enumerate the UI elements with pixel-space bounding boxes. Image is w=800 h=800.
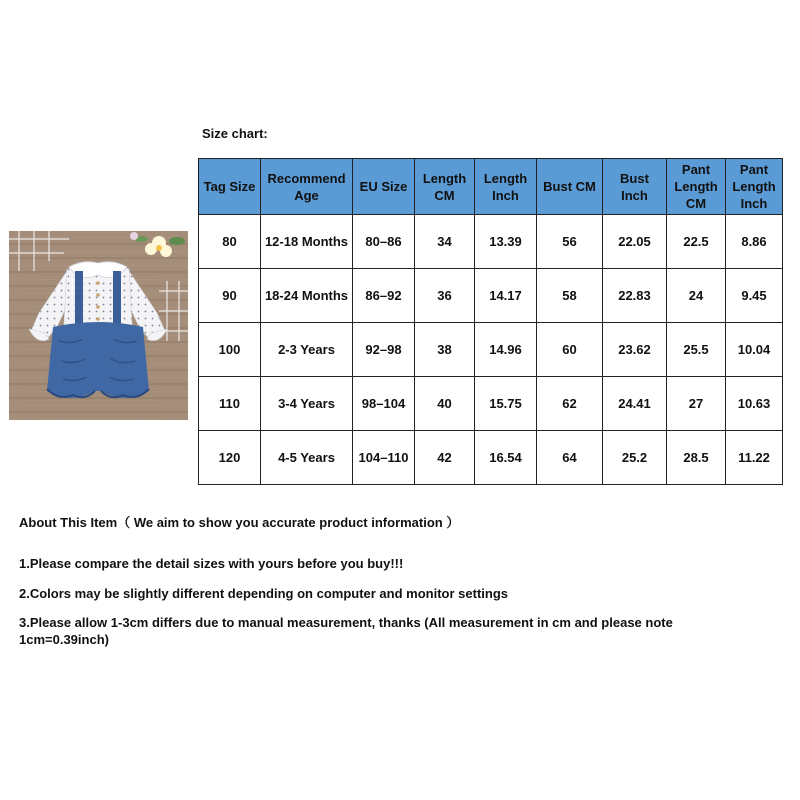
table-cell: 62 [537,377,603,431]
table-cell: 24.41 [603,377,667,431]
table-cell: 14.17 [475,269,537,323]
note-measurement: 3.Please allow 1-3cm differs due to manual measurement, thanks (All measurement in cm and please note 1cm=0.39inch) [19,615,673,647]
table-cell: 110 [199,377,261,431]
header-cell: Bust Inch [603,159,667,215]
note-colors: 2.Colors may be slightly different depending on computer and monitor settings [19,586,508,601]
table-cell: 25.5 [667,323,726,377]
product-photo [9,231,188,420]
table-cell: 13.39 [475,215,537,269]
table-row [199,377,783,431]
table-cell: 80 [199,215,261,269]
table-cell: 60 [537,323,603,377]
table-cell: 10.04 [726,323,783,377]
table-cell: 11.22 [726,431,783,485]
table-header-row [199,159,783,215]
table-cell: 12-18 Months [261,215,353,269]
header-cell: Length Inch [475,159,537,215]
table-cell: 10.63 [726,377,783,431]
table-cell: 98–104 [353,377,415,431]
header-cell: Length CM [415,159,475,215]
header-cell: Tag Size [199,159,261,215]
table-cell: 8.86 [726,215,783,269]
table-cell: 9.45 [726,269,783,323]
table-row [199,431,783,485]
table-cell: 22.05 [603,215,667,269]
table-cell: 18-24 Months [261,269,353,323]
table-cell: 16.54 [475,431,537,485]
header-cell: Recommend Age [261,159,353,215]
table-cell: 4-5 Years [261,431,353,485]
table-row [199,323,783,377]
table-cell: 92–98 [353,323,415,377]
header-cell: Pant Length Inch [726,159,783,215]
table-cell: 80–86 [353,215,415,269]
table-cell: 23.62 [603,323,667,377]
table-cell: 120 [199,431,261,485]
table-cell: 36 [415,269,475,323]
table-cell: 34 [415,215,475,269]
table-cell: 2-3 Years [261,323,353,377]
note-compare-sizes: 1.Please compare the detail sizes with yours before you buy!!! [19,556,404,571]
table-cell: 100 [199,323,261,377]
table-cell: 14.96 [475,323,537,377]
header-cell: Pant Length CM [667,159,726,215]
table-cell: 56 [537,215,603,269]
table-cell: 42 [415,431,475,485]
table-cell: 15.75 [475,377,537,431]
table-cell: 58 [537,269,603,323]
table-cell: 22.83 [603,269,667,323]
table-row [199,269,783,323]
table-cell: 27 [667,377,726,431]
product-illustration [9,231,188,420]
table-cell: 3-4 Years [261,377,353,431]
table-cell: 64 [537,431,603,485]
table-cell: 40 [415,377,475,431]
table-body [199,215,783,485]
table-cell: 86–92 [353,269,415,323]
table-row [199,215,783,269]
table-cell: 90 [199,269,261,323]
size-chart-title: Size chart: [202,126,268,141]
table-cell: 38 [415,323,475,377]
table-cell: 22.5 [667,215,726,269]
about-heading: About This Item（ We aim to show you accurate product information ） [19,515,460,530]
table-cell: 104–110 [353,431,415,485]
table-cell: 28.5 [667,431,726,485]
size-table [198,158,783,485]
table-cell: 24 [667,269,726,323]
header-cell: EU Size [353,159,415,215]
header-cell: Bust CM [537,159,603,215]
table-cell: 25.2 [603,431,667,485]
